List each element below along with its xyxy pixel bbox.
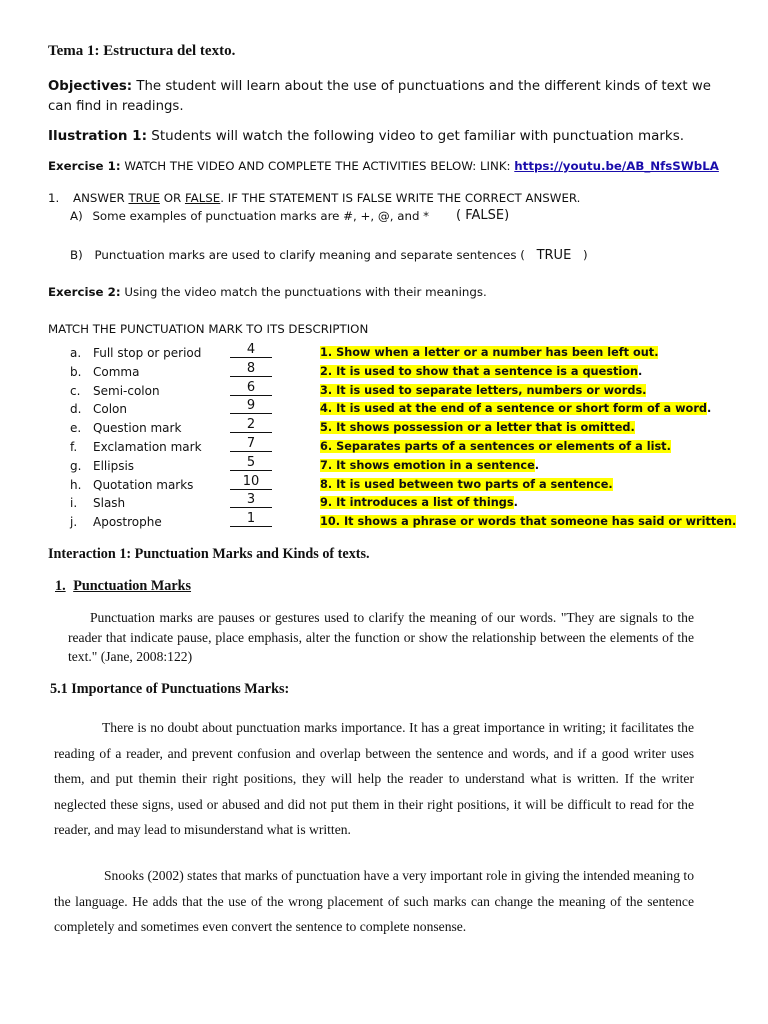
description-text: 5. It shows possession or a letter that is omitted.: [320, 421, 635, 435]
exercise-2: [48, 285, 487, 299]
description-item: [320, 440, 671, 453]
description-text: 6. Separates parts of a sentences or elements of a list.: [320, 440, 671, 453]
description-item: [320, 496, 518, 509]
objectives-label: Objectives:: [48, 79, 133, 94]
description-text: 3. It is used to separate letters, numbers or words.: [320, 383, 647, 397]
video-link[interactable]: https://youtu.be/AB_NfsSWbLA: [514, 159, 719, 173]
ilustration: [48, 128, 684, 144]
match-term: Full stop or period: [93, 346, 202, 360]
tf-true-word: TRUE: [128, 191, 160, 205]
match-term: Colon: [93, 402, 128, 417]
tf-post: . IF THE STATEMENT IS FALSE WRITE THE CORRECT ANSWER.: [220, 191, 581, 205]
description-item: [320, 346, 658, 359]
ilustration-text: Students will watch the following video to get familiar with punctuation marks.: [151, 128, 685, 144]
objectives-line-2: can find in readings.: [48, 99, 184, 114]
description-text: 2. It is used to show that a sentence is a question: [320, 364, 639, 378]
true-false-instruction: [48, 191, 580, 205]
match-answer: 3: [230, 492, 272, 508]
match-heading: MATCH THE PUNCTUATION MARK TO ITS DESCRIPTION: [48, 322, 369, 336]
match-letter: c.: [70, 383, 81, 398]
description-item: [320, 459, 539, 472]
match-letter: b.: [70, 364, 82, 379]
match-term: Slash: [93, 496, 126, 511]
definition-paragraph: Punctuation marks are pauses or gestures used to clarify the meaning of our words. "They are signals to the reader that indicate pause, place emphasis, alter the function or show the relationship between the elements of the text." (Jane, 2008:122): [68, 610, 694, 664]
section-title: Punctuation Marks: [73, 578, 192, 594]
match-answer: 8: [230, 361, 272, 377]
description-trail: .: [513, 496, 518, 510]
importance-paragraph-2: Snooks (2002) states that marks of punctuation have a very important role in giving the intended meaning to the language. He adds that the use of the wrong placement of such marks can change the meaning of the sentence completely and sometimes even convert the sentence to complete nonsense.: [54, 868, 694, 934]
section-number: 1.: [55, 578, 66, 594]
match-answer: 1: [230, 511, 272, 527]
tf-a-label: A): [70, 209, 83, 223]
match-answer: 9: [230, 398, 272, 414]
match-letter: f.: [70, 440, 78, 454]
description-text: 1. Show when a letter or a number has been left out.: [320, 346, 659, 359]
tf-b-label: B): [70, 248, 83, 262]
description-text: 7. It shows emotion in a sentence: [320, 458, 535, 472]
match-letter: a.: [70, 346, 82, 360]
tf-a-text: Some examples of punctuation marks are #, +, @, and *: [92, 209, 430, 223]
objectives: [48, 77, 711, 117]
tf-a-answer: ( FALSE): [456, 208, 510, 223]
importance-paragraph-1: There is no doubt about punctuation marks importance. It has a great importance in writing; it facilitates the reading of a reader, and prevent confusion and overlap between the sentence and words, and if a good writer uses them, and put themin their right positions, they will help the reader to understand what is written. If the writer neglected these signs, used or abused and did not put them in their right positions, it will be difficult to read for the reader, and may lead to misunderstand what is written.: [54, 720, 694, 837]
exercise-1: [48, 159, 719, 173]
tf-pre: ANSWER: [73, 191, 125, 205]
tf-false-word: FALSE: [184, 191, 221, 205]
exercise-2-label: Exercise 2:: [48, 285, 121, 299]
description-text: 10. It shows a phrase or words that someone has said or written.: [320, 515, 737, 529]
match-term: Comma: [93, 364, 140, 379]
tf-statement-a: [70, 209, 429, 223]
match-answer: 7: [230, 436, 272, 452]
match-letter: d.: [70, 402, 82, 417]
description-item: [320, 365, 642, 378]
section-heading-importance: 5.1 Importance of Punctuations Marks:: [50, 681, 290, 697]
description-item: [320, 402, 711, 415]
match-term: Apostrophe: [93, 515, 162, 530]
tf-number: 1.: [48, 191, 60, 205]
description-trail: .: [638, 364, 643, 378]
match-term: Exclamation mark: [93, 440, 202, 454]
tf-b-text: Punctuation marks are used to clarify meaning and separate sentences (: [94, 248, 525, 262]
description-trail: .: [706, 402, 712, 416]
exercise-1-label: Exercise 1:: [48, 159, 121, 173]
match-term: Quotation marks: [93, 477, 194, 492]
description-text: 4. It is used at the end of a sentence or short form of a word: [320, 402, 707, 416]
match-term: Ellipsis: [93, 458, 135, 473]
tf-or: OR: [163, 191, 182, 205]
description-item: [320, 421, 635, 434]
tf-statement-b: [70, 248, 588, 263]
match-letter: e.: [70, 421, 82, 436]
match-term: Semi-colon: [93, 383, 160, 398]
match-answer: 5: [230, 455, 272, 471]
match-answer: 4: [230, 342, 272, 358]
match-letter: i.: [70, 496, 78, 511]
section-heading-punctuation: [55, 578, 191, 595]
objectives-line-1: The student will learn about the use of punctuations and the different kinds of text we: [136, 79, 711, 94]
match-letter: j.: [70, 515, 78, 530]
description-item: [320, 384, 646, 397]
description-trail: .: [534, 458, 540, 472]
match-answer: 2: [230, 417, 272, 433]
description-text: 8. It is used between two parts of a sentence.: [320, 477, 613, 491]
match-answer: 6: [230, 380, 272, 396]
description-item: [320, 478, 613, 491]
description-item: [320, 515, 736, 528]
match-term: Question mark: [93, 421, 182, 436]
match-answer: 10: [230, 474, 272, 490]
exercise-2-text: Using the video match the punctuations with their meanings.: [124, 285, 487, 299]
tf-b-answer: TRUE: [536, 248, 572, 263]
topic-title: Tema 1: Estructura del texto.: [48, 43, 236, 59]
match-letter: g.: [70, 458, 82, 473]
tf-b-close: ): [583, 248, 588, 262]
exercise-1-text: WATCH THE VIDEO AND COMPLETE THE ACTIVITIES BELOW: LINK:: [124, 159, 511, 173]
interaction-heading: Interaction 1: Punctuation Marks and Kinds of texts.: [48, 546, 370, 562]
match-letter: h.: [70, 477, 82, 492]
description-text: 9. It introduces a list of things: [320, 496, 514, 510]
ilustration-label: Ilustration 1:: [48, 128, 147, 144]
